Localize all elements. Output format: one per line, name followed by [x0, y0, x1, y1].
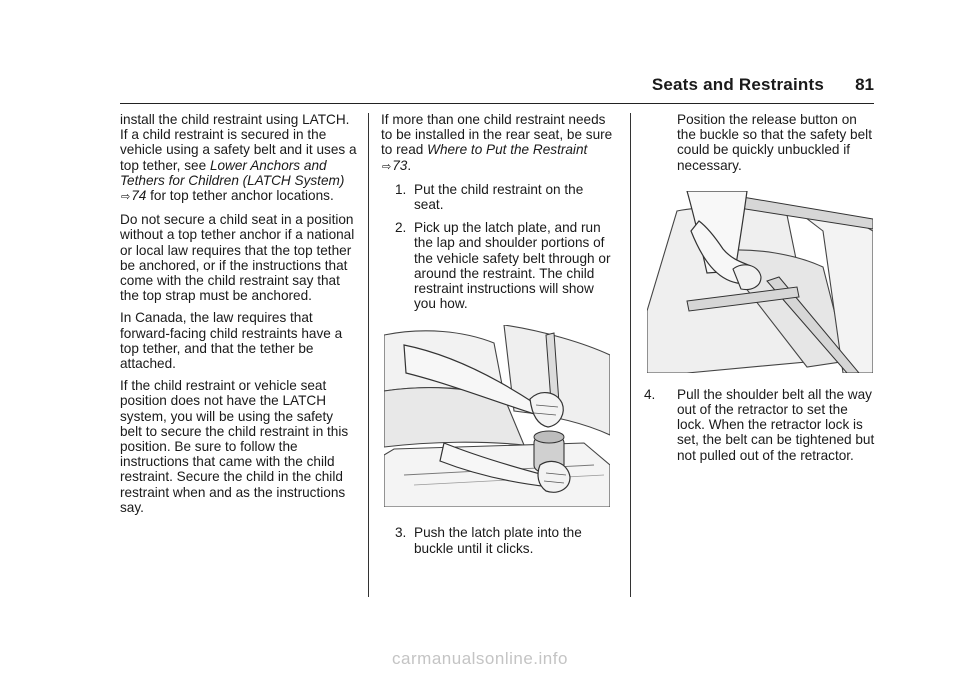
column-divider — [630, 113, 631, 597]
paragraph-text: . — [407, 157, 412, 173]
column-middle — [381, 112, 613, 564]
paragraph-text: for top tether anchor locations. — [146, 188, 334, 204]
paragraph — [381, 112, 613, 175]
paragraph-text: install the child restraint using LATCH. If a child restraint is secured in the vehicle using a safety belt and it uses a top tether, see — [120, 112, 357, 173]
paragraph: If the child restraint or vehicle seat position does not have the LATCH system, you will be using the safety belt to secure the child restraint in this position. Be sure to follow the instructions that came with the child restraint. Secure the child in the child restraint when and as the instructions say. — [120, 378, 349, 515]
step-text: Pull the shoulder belt all the way out of the retractor to set the lock. When the retractor lock is set, the belt can be tightened but not pulled out of the retractor. — [677, 386, 875, 463]
column-left — [120, 112, 358, 522]
step-text: Put the child restraint on the seat. — [414, 181, 584, 213]
paragraph: Do not secure a child seat in a position without a top tether anchor if a national or local law requires that the top tether be anchored, or if the instructions that come with the child restraint say that the top strap must be anchored. — [120, 212, 355, 304]
shoulder-belt-illustration — [647, 191, 873, 373]
xref-title: Where to Put the Restraint — [427, 142, 588, 158]
page-header — [120, 75, 874, 103]
step-item — [381, 220, 613, 311]
column-right — [644, 112, 876, 471]
step-item — [381, 525, 613, 555]
paragraph: Position the release button on the buckle so that the safety belt could be quickly unbuckled if necessary. — [677, 112, 872, 173]
page-number: 81 — [855, 75, 874, 94]
xref-title: Lower Anchors and Tethers for Children (LATCH System) — [120, 157, 345, 188]
column-divider — [368, 113, 369, 597]
step-text: Push the latch plate into the buckle until it clicks. — [414, 525, 582, 556]
page-ref-arrow-icon: ⇨ — [121, 191, 131, 204]
step-number: 3. — [395, 525, 407, 541]
section-title: Seats and Restraints — [651, 75, 824, 94]
latch-plate-illustration — [384, 325, 610, 507]
xref-page: 73 — [392, 157, 408, 173]
step-item — [381, 182, 613, 212]
step-number: 1. — [395, 181, 407, 197]
page-ref-arrow-icon: ⇨ — [382, 160, 392, 173]
xref-page: 74 — [131, 188, 147, 204]
header-rule — [120, 103, 874, 104]
watermark: carmanualsonline.info — [392, 649, 568, 668]
step-item — [644, 387, 876, 463]
step-text: Pick up the latch plate, and run the lap and shoulder portions of the vehicle safety belt through or around the restraint. The child restraint instructions will show you how. — [414, 220, 611, 312]
paragraph-text: If more than one child restraint needs to be installed in the rear seat, be sure to read — [381, 112, 613, 158]
step-number: 2. — [395, 220, 407, 236]
paragraph: In Canada, the law requires that forward-facing child restraints have a top tether, and that the tether be attached. — [120, 310, 343, 372]
step-number: 4. — [644, 386, 656, 402]
paragraph — [120, 112, 358, 205]
